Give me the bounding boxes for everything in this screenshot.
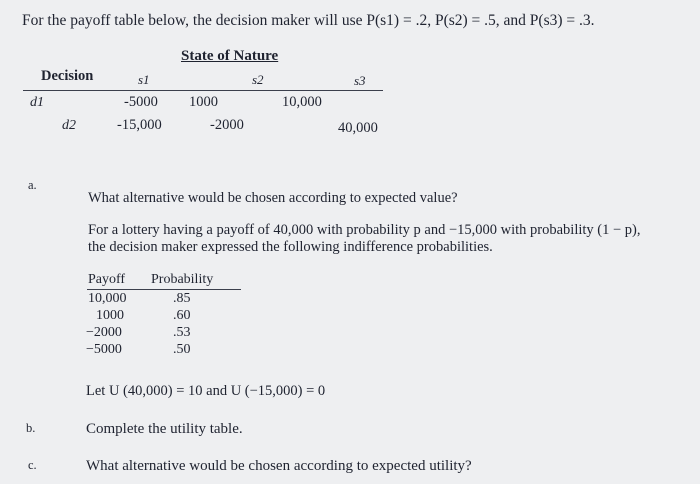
payoff-column-header: Payoff <box>88 272 126 287</box>
probability-column-header: Probability <box>151 272 214 287</box>
part-c-text: What alternative would be chosen according to expected utility? <box>86 458 472 474</box>
payoff-d2-s1: -15,000 <box>117 117 162 133</box>
part-a-question: What alternative would be chosen according to expected value? <box>88 190 458 206</box>
state-s3-header: s3 <box>354 73 366 88</box>
state-of-nature-header: State of Nature <box>181 48 279 64</box>
payoff-d2-s3: 40,000 <box>338 120 378 136</box>
part-b-letter: b. <box>26 421 36 435</box>
payoff-table-rule <box>23 90 383 91</box>
payoff-d1-s1: -5000 <box>124 94 158 110</box>
indifference-probability: .60 <box>173 308 191 323</box>
decision-header: Decision <box>41 68 94 84</box>
row-label-d2: d2 <box>62 118 76 133</box>
part-b-text: Complete the utility table. <box>86 421 243 437</box>
lottery-text-line2: the decision maker expressed the following indifference probabilities. <box>88 239 493 255</box>
part-c-letter: c. <box>28 458 37 472</box>
payoff-d1-s2: 1000 <box>189 94 218 110</box>
indifference-table-rule <box>87 289 241 290</box>
indifference-probability: .50 <box>173 342 191 357</box>
indifference-payoff: 10,000 <box>88 291 127 306</box>
payoff-d1-s3: 10,000 <box>282 94 322 110</box>
indifference-payoff: 1000 <box>96 308 124 323</box>
utility-given: Let U (40,000) = 10 and U (−15,000) = 0 <box>86 383 326 399</box>
state-s1-header: s1 <box>138 72 150 87</box>
lottery-text-line1: For a lottery having a payoff of 40,000 with probability p and −15,000 with probability (1 − p), <box>88 222 641 238</box>
indifference-probability: .85 <box>173 291 191 306</box>
row-label-d1: d1 <box>30 95 44 110</box>
payoff-d2-s2: -2000 <box>210 117 244 133</box>
indifference-probability: .53 <box>173 325 191 340</box>
problem-intro: For the payoff table below, the decision maker will use P(s1) = .2, P(s2) = .5, and P(s3) = .3. <box>22 12 595 29</box>
indifference-payoff: −2000 <box>86 325 122 340</box>
indifference-payoff: −5000 <box>86 342 122 357</box>
state-s2-header: s2 <box>252 72 264 87</box>
part-a-letter: a. <box>28 178 37 192</box>
